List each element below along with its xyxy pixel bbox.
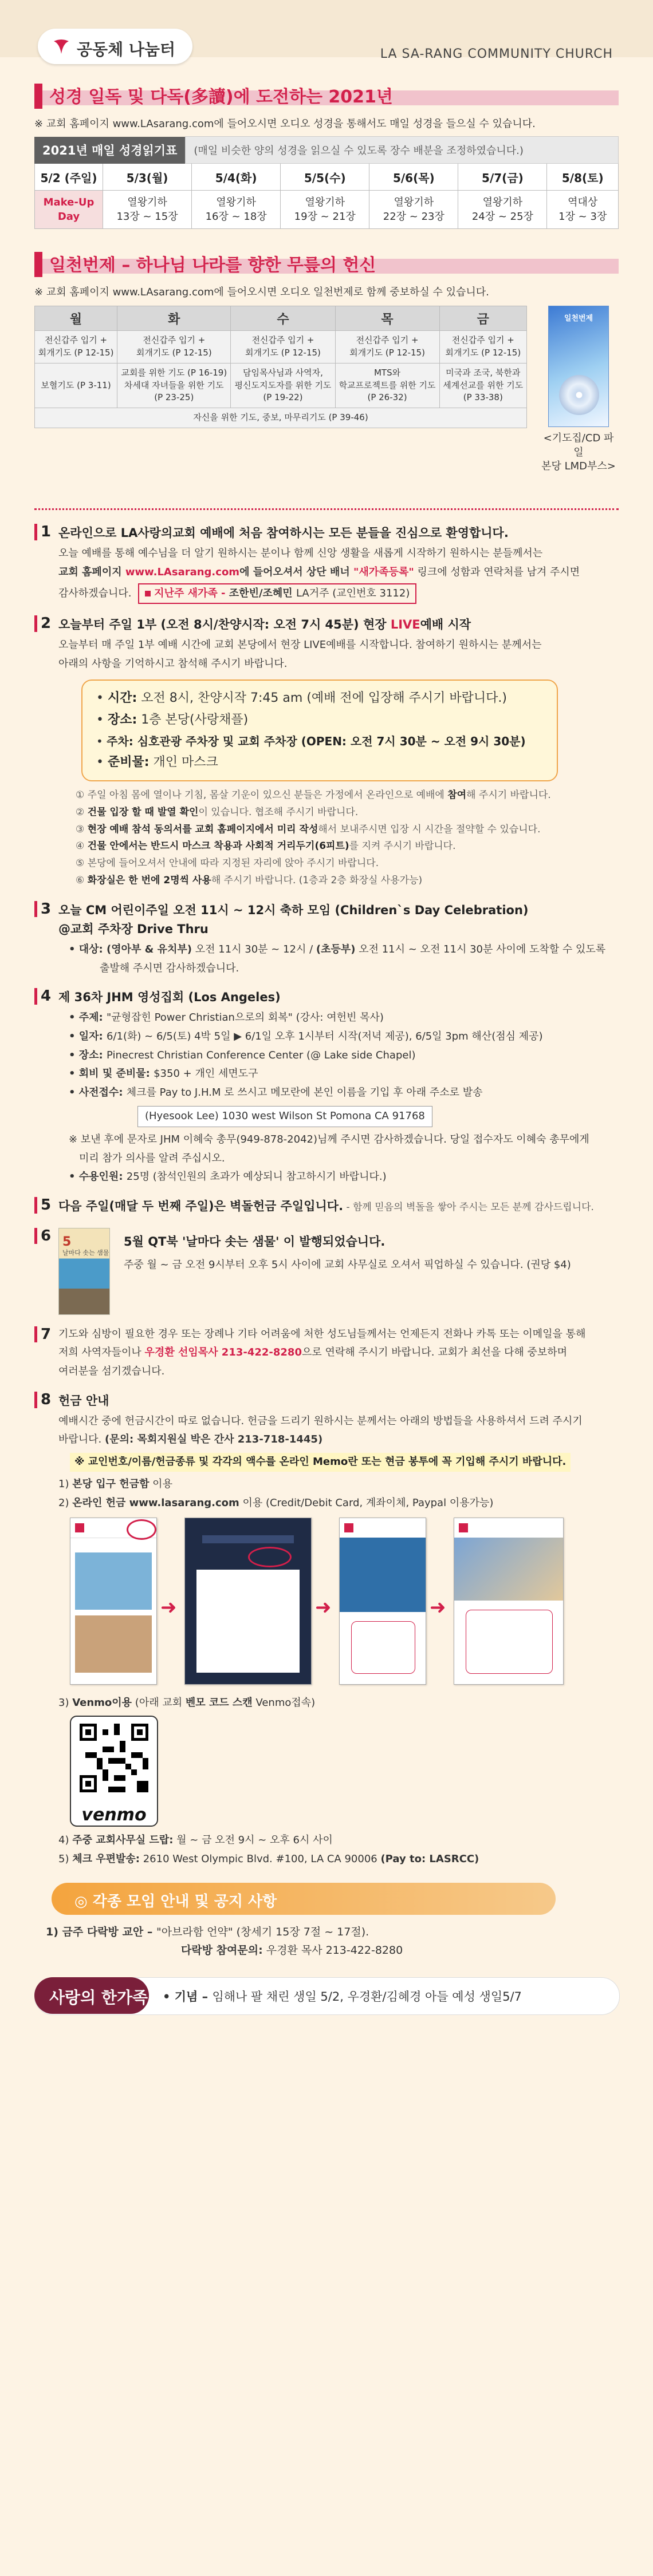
list-item [76, 821, 619, 839]
text-fragment: 오늘부터 주일 1부 (오전 8시/찬양시작: 오전 7시 45분) 현장 [58, 618, 391, 632]
shot-header [340, 1518, 426, 1538]
notice-header [34, 1883, 619, 1915]
text-fragment: 본당 입구 헌금함 [72, 1478, 150, 1491]
item-text: 출발해 주시면 감사하겠습니다. [100, 962, 239, 974]
text-fragment: 이용 (Credit/Debit Card, 계좌이체, Paypal 이용가능) [239, 1496, 494, 1509]
weekday-header: 월 [35, 306, 117, 331]
info-value: 심호관광 주차장 및 교회 주차장 (OPEN: 오전 7시 30분 ~ 오전 9시 30분) [133, 734, 526, 748]
mailing-address: (Hyesook Lee) 1030 west Wilson St Pomona CA 91768 [137, 1106, 432, 1127]
offering-method-2 [58, 1495, 619, 1512]
text-fragment: (Pay to: LASRCC) [380, 1853, 479, 1866]
notice-line [46, 1941, 619, 1959]
prayer-book [538, 306, 619, 473]
item-text [69, 1085, 619, 1101]
info-key: 시간: [107, 690, 137, 705]
text-fragment: 2) [58, 1496, 73, 1509]
item-body [52, 942, 619, 977]
item-body [52, 637, 619, 890]
offering-method-1 [58, 1476, 619, 1493]
section-mark [34, 84, 42, 109]
text-fragment: 참여 [447, 789, 467, 801]
section-title: 성경 일독 및 다독(多讀)에 도전하는 2021년 [49, 87, 393, 107]
item-text [58, 583, 619, 605]
book-caption: <기도집/CD 파일 본당 LMD부스> [541, 432, 616, 472]
table-row [35, 191, 619, 229]
info-key: 장소: [107, 713, 137, 728]
text-fragment: 체크 우편발송: [72, 1853, 140, 1866]
prayer-cell: 보혈기도 (P 3-11) [35, 363, 117, 408]
prayer-cell: 전신갑주 입기 + 회개기도 (P 12-15) [35, 331, 117, 364]
info-value: 개인 마스크 [149, 754, 218, 769]
table-description: (매일 비슷한 양의 성경을 읽으실 수 있도록 장수 배분을 조정하였습니다.) [185, 136, 619, 164]
day-header: 5/7(금) [458, 163, 547, 191]
text-fragment: 오전 11시 30분 ~ 12시 / [192, 943, 316, 955]
text-fragment: 를 지켜 주시기 바랍니다. [349, 840, 456, 852]
text-fragment: - 함께 믿음의 벽돌을 쌓아 주시는 모든 분께 감사드립니다. [343, 1202, 594, 1214]
item-text [69, 1066, 619, 1082]
item-subheading: @교회 주차장 Drive Thru [58, 922, 209, 937]
section-mark [34, 252, 42, 277]
logo-icon [459, 1523, 468, 1532]
item-text [69, 1048, 619, 1064]
text-fragment: $350 + 개인 세면도구 [154, 1068, 258, 1080]
amount-grid [351, 1621, 415, 1674]
online-offering-screenshots [58, 1518, 619, 1689]
offering-method-4 [58, 1832, 619, 1849]
text-fragment: 오전 11시 ~ 오전 11시 30분 사이에 도착할 수 있도록 [355, 943, 606, 955]
cover-title: 날마다 솟는 샘물 [62, 1249, 109, 1257]
item-heading: 온라인으로 LA사랑의교회 예배에 처음 참여하시는 모든 분들을 진심으로 환영합니다. [58, 526, 509, 540]
new-family-link[interactable]: "새가족등록" [353, 566, 414, 578]
offering-method-5 [58, 1851, 619, 1868]
item-text [69, 1169, 619, 1186]
top-banner [0, 0, 653, 61]
text-fragment: 1) [58, 1478, 73, 1491]
section-title: 일천번제 – 하나님 나라를 향한 무릎의 헌신 [49, 255, 376, 276]
audio-bible-note: ※ 교회 홈페이지 www.LAsarang.com에 들어오시면 오디오 성경을 통해서도 매일 성경을 들으실 수 있습니다. [34, 118, 536, 130]
item-text [58, 1432, 619, 1448]
shot-image [340, 1538, 426, 1612]
item-text [69, 1010, 619, 1026]
info-line: • 주차: 심호관광 주차장 및 교회 주차장 (OPEN: 오전 7시 30분 ~ 오전 9시 30분) [96, 734, 526, 748]
church-logo-icon [52, 37, 71, 56]
bible-section-header [34, 80, 619, 110]
notice-body [34, 1923, 619, 1960]
text-fragment: Pinecrest Christian Conference Center (@ Lake side Chapel) [107, 1049, 416, 1061]
reading-cell: 열왕기하 19장 ~ 21장 [281, 191, 369, 229]
item-text: 여러분을 섬기겠습니다. [58, 1365, 165, 1378]
item-heading [52, 1197, 619, 1216]
item-body [52, 1010, 619, 1186]
item-text: 오늘 예배를 통해 예수님을 더 알기 원하시는 분이나 함께 신앙 생활을 새롭게 시작하기 원하시는 분들께서는 [58, 547, 543, 559]
notice-item-5 [34, 1197, 619, 1216]
venmo-qr [58, 1716, 619, 1827]
text-fragment: 벤모 코드 스캔 [185, 1696, 253, 1709]
text-fragment: 링크에 성함과 연락처를 남겨 주시면 [414, 566, 580, 578]
item-text [58, 1345, 619, 1361]
prayer-cell: 교회를 위한 기도 (P 16-19) 차세대 자녀들을 위한 기도 (P 23-25) [117, 363, 231, 408]
tag-detail: LA거주 (교인번호 3112) [296, 587, 410, 599]
notice-title: ◎ 각종 모임 안내 및 공지 사항 [74, 1893, 277, 1911]
text-fragment: (아래 교회 [132, 1696, 186, 1709]
table-row [35, 408, 527, 428]
cd-icon [559, 375, 599, 415]
text-fragment: 해서 보내주시면 입장 시 시간을 절약할 수 있습니다. [318, 823, 541, 835]
text-fragment: ③ [76, 823, 88, 835]
tag-name: 조한빈/조혜민 [229, 587, 293, 599]
prayer-cell: 전신갑주 입기 + 회개기도 (P 12-15) [231, 331, 335, 364]
text-fragment: 체크를 Pay to J.H.M 로 쓰시고 메모란에 본인 이름을 기입 후 아래 주소로 발송 [126, 1086, 483, 1099]
notice-item-6 [34, 1228, 619, 1315]
text-fragment: 감사하겠습니다. [58, 587, 132, 599]
item-body [52, 1413, 619, 1868]
text-fragment: 이용 [149, 1478, 172, 1491]
content [34, 80, 619, 2014]
day-header: 5/4(화) [192, 163, 281, 191]
prayer-cell: 담임목사님과 사역자, 평신도지도자를 위한 기도 (P 19-22) [231, 363, 335, 408]
item-number: 7 [34, 1326, 51, 1343]
highlight-circle [248, 1547, 292, 1567]
arrow-icon: ➜ [430, 1595, 446, 1619]
live-label: LIVE [390, 618, 420, 632]
shot-image [75, 1615, 152, 1673]
table-row [35, 363, 527, 408]
text-fragment: "아브라함 언약" (창세기 15장 7절 ~ 17절). [156, 1926, 369, 1939]
day-header: 5/8(토) [547, 163, 619, 191]
text-fragment: 6/1(화) ~ 6/5(토) 4박 5일 ▶ 6/1일 오후 1시부터 시작(저녁 제공), 6/5일 3pm 해산(점심 제공) [107, 1030, 543, 1042]
logo-icon [344, 1523, 353, 1532]
notice-item-4 [34, 988, 619, 1186]
prayer-section-header [34, 248, 619, 278]
item-heading: 5월 QT북 '날마다 솟는 샘물' 이 발행되었습니다. [124, 1234, 385, 1249]
screenshot-giving [454, 1518, 564, 1685]
notice-item-2 [34, 615, 619, 889]
info-key: 주차: [107, 734, 133, 748]
qt-book-cover [58, 1228, 110, 1315]
text-fragment: 이 있습니다. 협조해 주시기 바랍니다. [198, 806, 359, 818]
table-row [35, 163, 619, 191]
text-fragment: 화장실은 한 번에 2명씩 사용 [87, 874, 211, 886]
offering-memo-notice: ※ 교인번호/이름/헌금종류 및 각각의 액수를 온라인 Memo란 또는 현금 봉투에 꼭 기입해 주시기 바랍니다. [70, 1453, 571, 1472]
notice-line [46, 1923, 619, 1941]
screenshot-menu [184, 1518, 312, 1685]
logo-icon [75, 1523, 84, 1532]
list-item [76, 804, 619, 821]
item-heading: 오늘 CM 어린이주일 오전 11시 ~ 12시 축하 모임 (Children`s Day Celebration) [58, 903, 529, 917]
prayer-cell: 전신갑주 입기 + 회개기도 (P 12-15) [117, 331, 231, 364]
shot-image [454, 1538, 563, 1601]
item-text: 미리 참가 의사를 알려 주십시오. [79, 1152, 225, 1164]
item-body [52, 1326, 619, 1380]
prayer-cell: 전신갑주 입기 + 회개기도 (P 12-15) [335, 331, 439, 364]
text-fragment: 3) [58, 1696, 73, 1709]
item-text [70, 1453, 619, 1472]
reading-cell: 역대상 1장 ~ 3장 [547, 191, 619, 229]
weekday-header: 수 [231, 306, 335, 331]
item-heading [52, 615, 619, 635]
screenshot-offering [339, 1518, 426, 1685]
notice-item-3 [34, 901, 619, 977]
family-text [163, 1988, 522, 2005]
text-fragment: 월 ~ 금 오전 9시 ~ 오후 6시 사이 [173, 1834, 333, 1847]
text-fragment: 에 들어오셔서 상단 배너 [239, 566, 354, 578]
book-title: 일천번제 [564, 314, 593, 323]
text-fragment: 해 주시기 바랍니다. (1층과 2층 화장실 사용가능) [211, 874, 423, 886]
text-fragment: ⑤ 본당에 들어오셔서 안내에 따라 지정된 자리에 앉아 주시기 바랍니다. [76, 858, 379, 870]
arrow-icon: ➜ [315, 1595, 332, 1619]
table-row [35, 331, 527, 364]
service-info-box [81, 679, 558, 782]
screenshot-homepage [70, 1518, 157, 1685]
text-fragment: (초등부) [316, 943, 356, 955]
pastor-contact: 우경환 선임목사 213-422-8280 [144, 1346, 302, 1359]
menu-bar [202, 1535, 294, 1543]
homepage-link[interactable]: www.LAsarang.com [125, 566, 240, 578]
text-fragment: 임해나 팔 채린 생일 5/2, 우경환/김혜경 아들 예성 생일5/7 [212, 1989, 522, 2004]
text-fragment: Venmo이용 [72, 1696, 132, 1709]
text-fragment: 우경환 목사 213-422-8280 [262, 1944, 403, 1957]
info-key: 준비물: [107, 754, 150, 769]
text-fragment: • 사전접수: [69, 1086, 127, 1099]
item-text: 주중 월 ~ 금 오전 9시부터 오후 5시 사이에 교회 사무실로 오셔서 픽업하실 수 있습니다. (권당 $4) [124, 1259, 571, 1271]
text-fragment: • 회비 및 준비물: [69, 1068, 154, 1080]
prayer-schedule [34, 306, 619, 500]
text-fragment: ① 주일 아침 몸에 열이나 기침, 몸살 기운이 있으신 분들은 가정에서 온라인으로 예배에 [76, 789, 448, 801]
qr-code-icon [80, 1724, 148, 1792]
new-family-tag [138, 583, 416, 605]
cover-number: 5 [62, 1234, 72, 1249]
notice-item-8 [34, 1392, 619, 1868]
prayer-cell: 전신갑주 입기 + 회개기도 (P 12-15) [439, 331, 526, 364]
tag-label: 지난주 새가족 - [154, 587, 226, 599]
day-header: 5/2 (주일) [35, 163, 103, 191]
text-fragment: 으로 연락해 주시기 바랍니다. 교회가 최선을 다해 중보하며 [301, 1346, 568, 1359]
qt-text [124, 1228, 571, 1279]
arrow-icon: ➜ [160, 1595, 177, 1619]
text-fragment: • 일자: [69, 1030, 107, 1042]
item-text: 아래의 사항을 기억하시고 참석해 주시기 바랍니다. [58, 657, 288, 670]
text-fragment: 25명 (참석인원의 초과가 예상되니 참고하시기 바랍니다.) [126, 1171, 387, 1183]
venmo-label: venmo [81, 1805, 147, 1826]
day-header: 5/5(수) [281, 163, 369, 191]
notice-item-1 [34, 524, 619, 604]
shot-header [454, 1518, 563, 1538]
text-fragment: 1) 금주 다락방 교안 – [46, 1926, 156, 1939]
weekday-header: 화 [117, 306, 231, 331]
info-line: • 장소: 1층 본당(사랑채플) [96, 713, 249, 728]
day-header: 5/3(월) [103, 163, 192, 191]
spacer [34, 229, 619, 248]
item-number: 1 [34, 524, 51, 540]
text-fragment: 건물 입장 할 때 발열 확인 [87, 806, 199, 818]
list-item [76, 838, 619, 855]
item-text [69, 942, 619, 958]
reading-cell: 열왕기하 24장 ~ 25장 [458, 191, 547, 229]
item-number: 3 [34, 901, 51, 918]
badge-title: 공동체 나눔터 [77, 40, 176, 59]
text-fragment: 현장 예배 참석 동의서를 교회 홈페이지에서 미리 작성 [87, 823, 318, 835]
list-item [76, 872, 619, 890]
guideline-list [58, 787, 619, 890]
prayer-cell: MTS와 학교프로젝트를 위한 기도 (P 26-32) [335, 363, 439, 408]
text-fragment: • 대상: [69, 943, 107, 955]
family-news [34, 1977, 619, 2014]
text-fragment: 교회 홈페이지 [58, 566, 125, 578]
text-fragment: 해 주시기 바랍니다. [466, 789, 551, 801]
shot-image [75, 1552, 152, 1610]
text-fragment: 다음 주일(매달 두 번째 주일)은 벽돌헌금 주일입니다. [58, 1199, 344, 1214]
item-text: ※ 보낸 후에 문자로 JHM 이혜숙 총무(949-878-2042)님께 주시면 감사하겠습니다. 당일 접수자도 이혜숙 총무에게 [69, 1133, 589, 1145]
list-item [76, 787, 619, 804]
text-fragment: 2610 West Olympic Blvd. #100, LA CA 90006 [140, 1853, 381, 1866]
text-fragment: ⑥ [76, 874, 88, 886]
reading-table-title [34, 137, 619, 163]
text-fragment: • 주제: [69, 1011, 107, 1024]
text-fragment: • 수용인원: [69, 1171, 127, 1183]
text-fragment: 4) [58, 1834, 73, 1847]
info-line: • 시간: 오전 8시, 찬양시작 7:45 am (예배 전에 입장해 주시기 바랍니다.) [96, 690, 507, 705]
item-text: 기도와 심방이 필요한 경우 또는 장례나 기타 어려움에 처한 성도님들께서는 언제든지 전화나 카톡 또는 이메일을 통해 [58, 1327, 586, 1340]
item-number: 5 [34, 1197, 51, 1214]
table-row [35, 306, 527, 331]
text-fragment: (영아부 & 유치부) [107, 943, 192, 955]
item-number: 2 [34, 615, 51, 632]
item-text: 오늘부터 매 주일 1부 예배 시간에 교회 본당에서 현장 LIVE예배를 시작합니다. 참여하기 원하시는 분께서는 [58, 638, 542, 651]
text-fragment: 주중 교회사무실 드랍: [72, 1834, 174, 1847]
offering-method-3 [58, 1695, 619, 1712]
item-number: 4 [34, 988, 51, 1005]
amount-grid [466, 1610, 553, 1674]
prayer-cell-wide: 자신을 위한 기도, 중보, 마무리기도 (P 39-46) [35, 408, 527, 428]
day-header: 5/6(목) [369, 163, 458, 191]
item-number: 6 [34, 1228, 51, 1244]
reading-cell: 열왕기하 16장 ~ 18장 [192, 191, 281, 229]
item-text [58, 564, 619, 581]
item-body [52, 546, 619, 604]
item-heading: 제 36차 JHM 영성집회 (Los Angeles) [58, 990, 281, 1005]
venmo-qr-code[interactable] [70, 1716, 158, 1827]
church-name: LA SA-RANG COMMUNITY CHURCH [380, 47, 613, 61]
text-fragment: • 기념 – [163, 1989, 213, 2004]
info-value: 1층 본당(사랑채플) [137, 713, 249, 728]
divider [34, 508, 619, 510]
text-fragment: 다락방 참여문의: [181, 1944, 263, 1957]
text-fragment: "균형잡힌 Power Christian으로의 회복" (강사: 여헌빈 목사) [107, 1011, 384, 1024]
office-contact: (문의: 목회지원실 박은 간사 213-718-1445) [105, 1433, 323, 1446]
prayer-table [34, 306, 527, 428]
qt-book-notice [52, 1228, 619, 1315]
reading-table [34, 163, 619, 229]
highlight-circle [127, 1519, 156, 1540]
text-fragment: • 장소: [69, 1049, 107, 1061]
weekday-header: 금 [439, 306, 526, 331]
item-heading: 헌금 안내 [58, 1394, 109, 1408]
notice-item-7 [34, 1326, 619, 1380]
audio-prayer-note: ※ 교회 홈페이지 www.LAsarang.com에 들어오시면 오디오 일천번제로 함께 중보하실 수 있습니다. [34, 286, 489, 299]
info-line: • 준비물: 개인 마스크 [96, 754, 218, 769]
text-fragment: ② [76, 806, 88, 818]
text-fragment: 건물 안에서는 반드시 마스크 착용과 사회적 거리두기(6피트) [87, 840, 349, 852]
text-fragment: Venmo접속) [252, 1696, 316, 1709]
makeup-day-cell: Make-Up Day [35, 191, 103, 229]
prayer-cell: 미국과 조국, 북한과 세계선교를 위한 기도 (P 33-38) [439, 363, 526, 408]
list-item [76, 855, 619, 872]
square-icon [145, 591, 151, 596]
text-fragment: 예배 시작 [420, 618, 471, 632]
table-title: 2021년 매일 성경읽기표 [34, 137, 185, 163]
text-fragment: 저희 사역자들이나 [58, 1346, 145, 1359]
item-number: 8 [34, 1392, 51, 1408]
info-value: 오전 8시, 찬양시작 7:45 am (예배 전에 입장해 주시기 바랍니다.) [137, 690, 507, 705]
text-fragment: ④ [76, 840, 88, 852]
weekday-header: 목 [335, 306, 439, 331]
prayer-book-cover [548, 306, 609, 427]
reading-cell: 열왕기하 22장 ~ 23장 [369, 191, 458, 229]
menu-panel [196, 1570, 300, 1673]
reading-cell: 열왕기하 13장 ~ 15장 [103, 191, 192, 229]
online-offering-link[interactable]: 온라인 헌금 www.lasarang.com [72, 1496, 239, 1509]
item-text [69, 1029, 619, 1045]
family-label: 사랑의 한가족 [49, 1988, 148, 2007]
text-fragment: 바랍니다. [58, 1433, 105, 1446]
text-fragment: 5) [58, 1853, 73, 1866]
item-text: 예배시간 중에 헌금시간이 따로 없습니다. 헌금을 드리기 원하시는 분께서는 아래의 방법들을 사용하셔서 드려 주시기 [58, 1415, 583, 1427]
